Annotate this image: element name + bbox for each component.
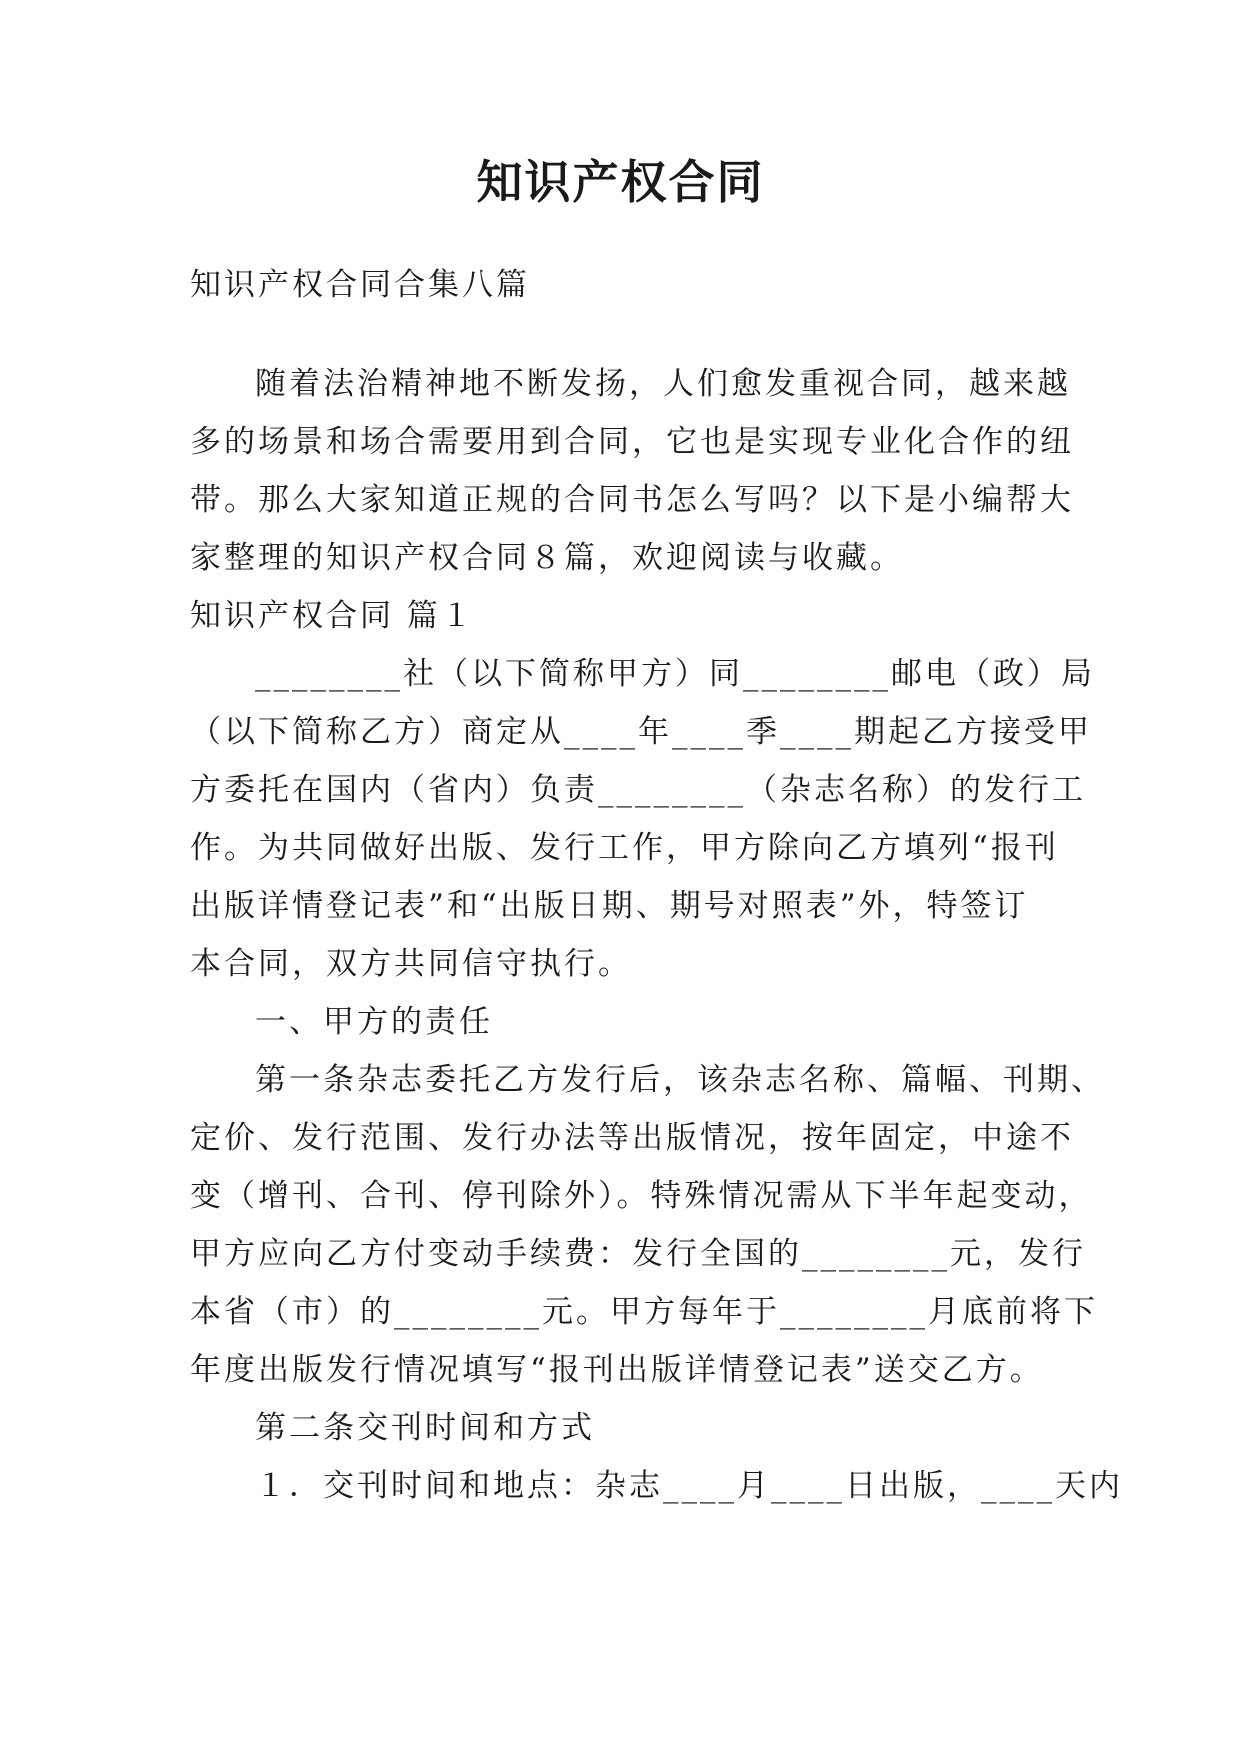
body-line-5: 出版详情登记表”和“出版日期、期号对照表”外，特签订 [190,888,1029,924]
article-1-line-3: 变（增刊、合刊、停刊除外）。特殊情况需从下半年起变动， [190,1178,1093,1214]
article-1-line-5: 本省（市）的________元。甲方每年于________月底前将下 [190,1294,1098,1330]
article-2-line-1: １．交刊时间和地点：杂志____月____日出版，____天内 [255,1468,1123,1504]
body-line-4: 作。为共同做好出版、发行工作，甲方除向乙方填列“报刊 [190,830,1059,866]
intro-line-2: 多的场景和场合需要用到合同，它也是实现专业化合作的纽 [190,424,1074,460]
intro-line-3: 带。那么大家知道正规的合同书怎么写吗？以下是小编帮大 [190,482,1074,518]
article-1-line-1: 第一条杂志委托乙方发行后，该杂志名称、篇幅、刊期、 [255,1062,1105,1098]
article-2-heading: 第二条交刊时间和方式 [255,1410,595,1446]
section-heading-1: 知识产权合同 篇１ [190,598,475,634]
body-line-1: ________社（以下简称甲方）同________邮电（政）局 [255,656,1095,692]
article-1-line-4: 甲方应向乙方付变动手续费：发行全国的________元，发行 [190,1236,1086,1272]
clause-heading-party-a: 一、甲方的责任 [255,1004,493,1040]
article-1-line-2: 定价、发行范围、发行办法等出版情况，按年固定，中途不 [190,1120,1074,1156]
intro-line-1: 随着法治精神地不断发扬，人们愈发重视合同，越来越 [255,366,1071,402]
article-1-line-6: 年度出版发行情况填写“报刊出版详情登记表”送交乙方。 [190,1352,1044,1388]
intro-line-4: 家整理的知识产权合同８篇，欢迎阅读与收藏。 [190,540,904,576]
body-line-2: （以下简称乙方）商定从____年____季____期起乙方接受甲 [190,714,1092,750]
document-subtitle: 知识产权合同合集八篇 [190,267,530,303]
body-line-6: 本合同，双方共同信守执行。 [190,946,632,982]
document-title: 知识产权合同 [476,155,765,209]
body-line-3: 方委托在国内（省内）负责________（杂志名称）的发行工 [190,772,1086,808]
